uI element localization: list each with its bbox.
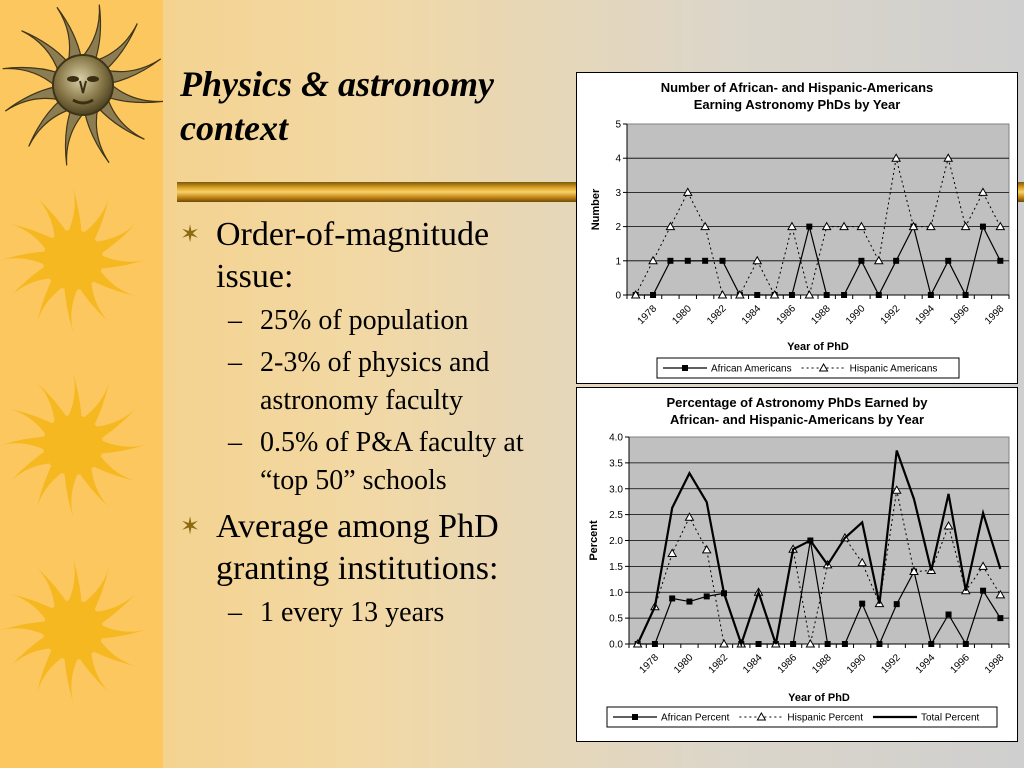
- y-tick-label: 3.5: [609, 458, 623, 470]
- sub-bullet-item: [216, 344, 570, 420]
- data-point: [963, 641, 969, 647]
- legend-label: Hispanic Americans: [849, 363, 938, 375]
- x-tick-label: 1984: [741, 652, 765, 676]
- x-axis-label: Year of PhD: [787, 341, 849, 353]
- bullet-text: Average among PhD granting institutions:: [216, 508, 499, 587]
- slide-title-line: Physics & astronomy: [180, 64, 495, 104]
- y-tick-label: 1: [615, 256, 621, 268]
- legend: [657, 358, 959, 378]
- sun-ray: [107, 83, 163, 102]
- y-tick-label: 0.0: [609, 639, 623, 651]
- legend-label: African Americans: [711, 363, 792, 375]
- y-tick-label: 1.0: [609, 587, 623, 599]
- x-tick-label: 1990: [844, 652, 869, 676]
- data-point: [669, 595, 675, 601]
- sub-bullet-dash: –: [228, 347, 242, 378]
- chart-title-line: African- and Hispanic-Americans by Year: [669, 412, 925, 427]
- y-tick-label: 2: [615, 222, 621, 234]
- sun-ray: [65, 109, 84, 165]
- percent-chart: [576, 387, 1018, 742]
- sun-ray: [81, 5, 100, 61]
- x-tick-label: 1982: [706, 652, 731, 676]
- data-point: [997, 615, 1003, 621]
- x-tick-label: 1978: [635, 303, 660, 327]
- slide-title-line: context: [180, 108, 288, 148]
- x-tick-label: 1986: [775, 652, 800, 676]
- data-point: [756, 641, 762, 647]
- data-point: [893, 258, 899, 264]
- slide-title: [180, 62, 570, 150]
- x-axis-label: Year of PhD: [788, 692, 850, 704]
- x-tick-label: 1988: [809, 303, 833, 327]
- data-point: [789, 292, 795, 298]
- data-point: [790, 641, 796, 647]
- x-tick-label: 1994: [913, 303, 937, 327]
- sun-icon: [1, 188, 145, 332]
- chart-title-line: Number of African- and Hispanic-Americans: [660, 80, 934, 95]
- sub-bullet-dash: –: [228, 597, 242, 628]
- sub-bullet-list: [216, 594, 570, 632]
- data-point: [702, 258, 708, 264]
- sub-bullet-text: 0.5% of P&A faculty at “top 50” schools: [260, 427, 524, 496]
- data-point: [806, 224, 812, 230]
- sub-bullet-text: 2-3% of physics and astronomy faculty: [260, 347, 490, 416]
- y-tick-label: 4.0: [609, 432, 623, 444]
- data-point: [928, 292, 934, 298]
- bullet-list: [180, 214, 570, 638]
- x-tick-label: 1984: [739, 303, 764, 327]
- data-point: [825, 641, 831, 647]
- data-point: [842, 641, 848, 647]
- chart-title: [577, 79, 1017, 113]
- sub-bullet-item: [216, 424, 570, 500]
- bullet-item: [180, 214, 570, 500]
- data-point: [945, 258, 951, 264]
- sub-bullet-dash: –: [228, 427, 242, 458]
- x-tick-label: 1998: [982, 652, 1007, 676]
- data-point: [704, 593, 710, 599]
- bullet-text: Order-of-magnitude issue:: [216, 216, 490, 295]
- y-axis-label: Number: [590, 188, 602, 231]
- plot-area: [627, 124, 1009, 295]
- sun-icon: [1, 558, 145, 702]
- bullet-item: [180, 506, 570, 632]
- x-tick-label: 1986: [774, 303, 799, 327]
- legend: [607, 707, 997, 727]
- y-tick-label: 0: [615, 290, 621, 302]
- chart-title: [577, 394, 1017, 428]
- x-tick-label: 1998: [982, 303, 1007, 327]
- sun-decorations: [0, 0, 163, 768]
- data-point: [859, 601, 865, 607]
- y-tick-label: 4: [615, 153, 621, 165]
- sub-bullet-item: [216, 594, 570, 632]
- data-point: [980, 588, 986, 594]
- data-point: [824, 292, 830, 298]
- sun-icon: [1, 373, 145, 517]
- data-point: [997, 258, 1003, 264]
- data-point: [841, 292, 847, 298]
- sub-bullet-dash: –: [228, 305, 242, 336]
- x-tick-label: 1980: [670, 303, 694, 327]
- x-tick-label: 1982: [705, 303, 729, 327]
- chart-title-line: Earning Astronomy PhDs by Year: [693, 97, 901, 112]
- sun-face-icon: [3, 5, 163, 166]
- x-tick-label: 1996: [948, 303, 972, 327]
- number-chart: [576, 72, 1018, 384]
- data-point: [686, 599, 692, 605]
- sun-core: [43, 600, 103, 660]
- y-tick-label: 5: [615, 119, 621, 131]
- legend-label: Total Percent: [920, 712, 980, 724]
- data-point: [946, 612, 952, 618]
- legend-marker: [632, 714, 638, 720]
- data-point: [928, 641, 934, 647]
- sub-bullet-text: 25% of population: [260, 305, 469, 336]
- x-tick-label: 1990: [844, 303, 868, 327]
- sun-ray: [3, 67, 59, 86]
- data-point: [858, 258, 864, 264]
- y-tick-label: 2.0: [609, 536, 623, 547]
- data-point: [980, 224, 986, 230]
- data-point: [667, 258, 673, 264]
- legend-label: African Percent: [661, 712, 730, 724]
- data-point: [754, 292, 760, 298]
- sun-core: [43, 415, 103, 475]
- data-point: [963, 292, 969, 298]
- x-tick-label: 1996: [948, 652, 972, 676]
- legend-marker: [682, 365, 688, 371]
- data-point: [652, 641, 658, 647]
- sub-bullet-text: 1 every 13 years: [260, 597, 445, 628]
- y-tick-label: 3.0: [609, 484, 623, 496]
- chart-title-line: Percentage of Astronomy PhDs Earned by: [666, 395, 928, 410]
- y-tick-label: 2.5: [609, 510, 623, 522]
- y-tick-label: 1.5: [609, 561, 623, 573]
- x-tick-label: 1978: [637, 652, 662, 676]
- bullet-star-icon: ✶: [180, 514, 201, 540]
- number-chart-plot: [577, 73, 1017, 383]
- x-tick-label: 1980: [672, 652, 696, 676]
- x-tick-label: 1988: [810, 652, 834, 676]
- legend-label: Hispanic Percent: [787, 712, 863, 724]
- y-tick-label: 0.5: [609, 613, 623, 625]
- decorative-sun-strip: [0, 0, 163, 768]
- sub-bullet-list: [216, 302, 570, 500]
- data-point: [685, 258, 691, 264]
- percent-chart-plot: [577, 388, 1017, 741]
- x-tick-label: 1994: [913, 652, 938, 676]
- data-point: [876, 641, 882, 647]
- sun-core: [43, 230, 103, 290]
- x-tick-label: 1992: [879, 652, 903, 676]
- sub-bullet-item: [216, 302, 570, 340]
- data-point: [894, 601, 900, 607]
- data-point: [720, 258, 726, 264]
- x-tick-label: 1992: [878, 303, 903, 327]
- y-tick-label: 3: [615, 187, 621, 199]
- data-point: [876, 292, 882, 298]
- bullet-star-icon: ✶: [180, 222, 201, 248]
- data-point: [650, 292, 656, 298]
- y-axis-label: Percent: [588, 520, 600, 561]
